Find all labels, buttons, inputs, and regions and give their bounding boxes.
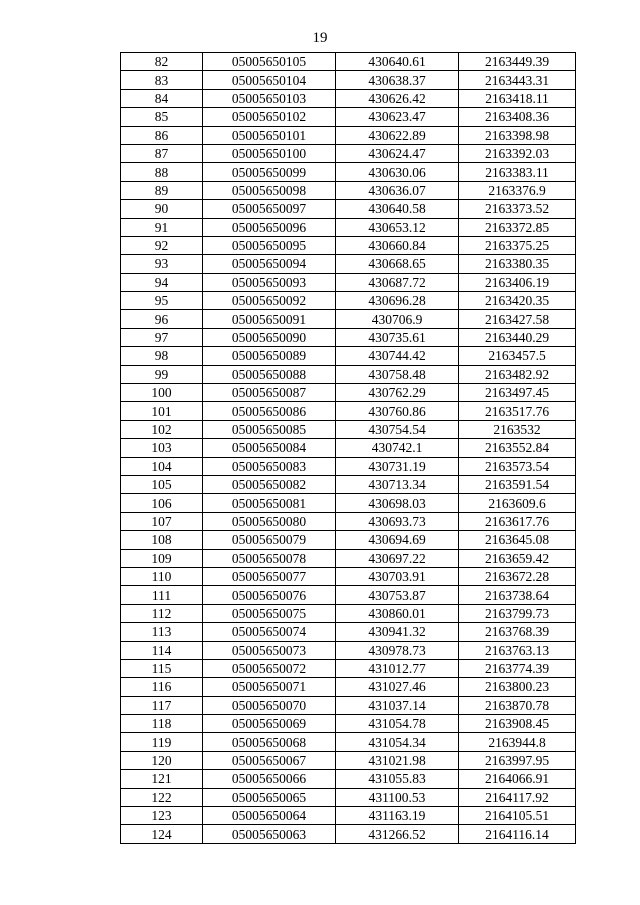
table-row: [121, 255, 576, 273]
x-coordinate-cell: 430653.12: [336, 218, 459, 236]
y-coordinate-cell: 2163573.54: [459, 457, 576, 475]
x-coordinate-cell: 430762.29: [336, 384, 459, 402]
table-row: [121, 420, 576, 438]
y-coordinate-cell: 2164066.91: [459, 770, 576, 788]
point-code-cell: 05005650102: [203, 108, 336, 126]
table-row: [121, 163, 576, 181]
y-coordinate-cell: 2163645.08: [459, 531, 576, 549]
point-code-cell: 05005650087: [203, 384, 336, 402]
point-code-cell: 05005650069: [203, 715, 336, 733]
row-index-cell: 85: [121, 108, 203, 126]
y-coordinate-cell: 2163552.84: [459, 439, 576, 457]
y-coordinate-cell: 2163659.42: [459, 549, 576, 567]
table-row: [121, 71, 576, 89]
y-coordinate-cell: 2163738.64: [459, 586, 576, 604]
y-coordinate-cell: 2163482.92: [459, 365, 576, 383]
point-code-cell: 05005650083: [203, 457, 336, 475]
y-coordinate-cell: 2163768.39: [459, 623, 576, 641]
x-coordinate-cell: 431163.19: [336, 807, 459, 825]
x-coordinate-cell: 430624.47: [336, 144, 459, 162]
row-index-cell: 87: [121, 144, 203, 162]
point-code-cell: 05005650091: [203, 310, 336, 328]
table-row: [121, 402, 576, 420]
table-row: [121, 347, 576, 365]
table-row: [121, 807, 576, 825]
table-row: [121, 144, 576, 162]
point-code-cell: 05005650089: [203, 347, 336, 365]
x-coordinate-cell: 430622.89: [336, 126, 459, 144]
row-index-cell: 107: [121, 512, 203, 530]
y-coordinate-cell: 2163398.98: [459, 126, 576, 144]
point-code-cell: 05005650082: [203, 475, 336, 493]
y-coordinate-cell: 2163373.52: [459, 200, 576, 218]
table-row: [121, 457, 576, 475]
x-coordinate-cell: 430660.84: [336, 236, 459, 254]
x-coordinate-cell: 430941.32: [336, 623, 459, 641]
point-code-cell: 05005650095: [203, 236, 336, 254]
point-code-cell: 05005650080: [203, 512, 336, 530]
point-code-cell: 05005650076: [203, 586, 336, 604]
y-coordinate-cell: 2163532: [459, 420, 576, 438]
x-coordinate-cell: 430754.54: [336, 420, 459, 438]
x-coordinate-cell: 431037.14: [336, 696, 459, 714]
y-coordinate-cell: 2163672.28: [459, 567, 576, 585]
x-coordinate-cell: 430636.07: [336, 181, 459, 199]
x-coordinate-cell: 430735.61: [336, 328, 459, 346]
x-coordinate-cell: 430623.47: [336, 108, 459, 126]
point-code-cell: 05005650098: [203, 181, 336, 199]
point-code-cell: 05005650063: [203, 825, 336, 843]
row-index-cell: 113: [121, 623, 203, 641]
x-coordinate-cell: 431055.83: [336, 770, 459, 788]
row-index-cell: 108: [121, 531, 203, 549]
point-code-cell: 05005650088: [203, 365, 336, 383]
y-coordinate-cell: 2164116.14: [459, 825, 576, 843]
table-body: [121, 53, 576, 844]
table-row: [121, 200, 576, 218]
x-coordinate-cell: 430697.22: [336, 549, 459, 567]
table-row: [121, 384, 576, 402]
y-coordinate-cell: 2163375.25: [459, 236, 576, 254]
row-index-cell: 86: [121, 126, 203, 144]
page-number: 19: [312, 30, 328, 46]
x-coordinate-cell: 431054.78: [336, 715, 459, 733]
row-index-cell: 116: [121, 678, 203, 696]
table-row: [121, 494, 576, 512]
row-index-cell: 112: [121, 604, 203, 622]
point-code-cell: 05005650074: [203, 623, 336, 641]
row-index-cell: 98: [121, 347, 203, 365]
row-index-cell: 111: [121, 586, 203, 604]
point-code-cell: 05005650093: [203, 273, 336, 291]
row-index-cell: 124: [121, 825, 203, 843]
point-code-cell: 05005650064: [203, 807, 336, 825]
table-row: [121, 567, 576, 585]
table-row: [121, 641, 576, 659]
row-index-cell: 110: [121, 567, 203, 585]
y-coordinate-cell: 2163800.23: [459, 678, 576, 696]
table-row: [121, 181, 576, 199]
row-index-cell: 106: [121, 494, 203, 512]
y-coordinate-cell: 2163443.31: [459, 71, 576, 89]
y-coordinate-cell: 2163408.36: [459, 108, 576, 126]
row-index-cell: 100: [121, 384, 203, 402]
row-index-cell: 122: [121, 788, 203, 806]
y-coordinate-cell: 2163392.03: [459, 144, 576, 162]
x-coordinate-cell: 430742.1: [336, 439, 459, 457]
x-coordinate-cell: 430713.34: [336, 475, 459, 493]
point-code-cell: 05005650075: [203, 604, 336, 622]
y-coordinate-cell: 2163420.35: [459, 292, 576, 310]
row-index-cell: 92: [121, 236, 203, 254]
y-coordinate-cell: 2163591.54: [459, 475, 576, 493]
point-code-cell: 05005650101: [203, 126, 336, 144]
point-code-cell: 05005650065: [203, 788, 336, 806]
table-row: [121, 623, 576, 641]
point-code-cell: 05005650096: [203, 218, 336, 236]
table-row: [121, 310, 576, 328]
y-coordinate-cell: 2163763.13: [459, 641, 576, 659]
point-code-cell: 05005650072: [203, 659, 336, 677]
table-row: [121, 475, 576, 493]
table-row: [121, 604, 576, 622]
x-coordinate-cell: 430753.87: [336, 586, 459, 604]
x-coordinate-cell: 430978.73: [336, 641, 459, 659]
y-coordinate-cell: 2163774.39: [459, 659, 576, 677]
row-index-cell: 97: [121, 328, 203, 346]
table-row: [121, 236, 576, 254]
x-coordinate-cell: 430760.86: [336, 402, 459, 420]
row-index-cell: 90: [121, 200, 203, 218]
row-index-cell: 121: [121, 770, 203, 788]
point-code-cell: 05005650103: [203, 89, 336, 107]
y-coordinate-cell: 2163944.8: [459, 733, 576, 751]
row-index-cell: 114: [121, 641, 203, 659]
point-code-cell: 05005650085: [203, 420, 336, 438]
point-code-cell: 05005650104: [203, 71, 336, 89]
table-row: [121, 328, 576, 346]
x-coordinate-cell: 430694.69: [336, 531, 459, 549]
y-coordinate-cell: 2163376.9: [459, 181, 576, 199]
y-coordinate-cell: 2163997.95: [459, 751, 576, 769]
x-coordinate-cell: 431266.52: [336, 825, 459, 843]
point-code-cell: 05005650066: [203, 770, 336, 788]
y-coordinate-cell: 2163517.76: [459, 402, 576, 420]
table-row: [121, 292, 576, 310]
point-code-cell: 05005650067: [203, 751, 336, 769]
point-code-cell: 05005650079: [203, 531, 336, 549]
y-coordinate-cell: 2163440.29: [459, 328, 576, 346]
y-coordinate-cell: 2163380.35: [459, 255, 576, 273]
point-code-cell: 05005650099: [203, 163, 336, 181]
x-coordinate-cell: 430638.37: [336, 71, 459, 89]
table-row: [121, 788, 576, 806]
point-code-cell: 05005650068: [203, 733, 336, 751]
y-coordinate-cell: 2163908.45: [459, 715, 576, 733]
table-row: [121, 678, 576, 696]
point-code-cell: 05005650077: [203, 567, 336, 585]
row-index-cell: 93: [121, 255, 203, 273]
x-coordinate-cell: 430687.72: [336, 273, 459, 291]
row-index-cell: 118: [121, 715, 203, 733]
y-coordinate-cell: 2163870.78: [459, 696, 576, 714]
table-row: [121, 108, 576, 126]
x-coordinate-cell: 430744.42: [336, 347, 459, 365]
y-coordinate-cell: 2163383.11: [459, 163, 576, 181]
point-code-cell: 05005650081: [203, 494, 336, 512]
table-row: [121, 715, 576, 733]
table-row: [121, 439, 576, 457]
row-index-cell: 115: [121, 659, 203, 677]
table-row: [121, 770, 576, 788]
table-row: [121, 733, 576, 751]
x-coordinate-cell: 430703.91: [336, 567, 459, 585]
x-coordinate-cell: 431100.53: [336, 788, 459, 806]
row-index-cell: 104: [121, 457, 203, 475]
row-index-cell: 101: [121, 402, 203, 420]
table-row: [121, 273, 576, 291]
point-code-cell: 05005650071: [203, 678, 336, 696]
x-coordinate-cell: 431027.46: [336, 678, 459, 696]
point-code-cell: 05005650105: [203, 53, 336, 71]
table-row: [121, 365, 576, 383]
table-row: [121, 549, 576, 567]
row-index-cell: 89: [121, 181, 203, 199]
row-index-cell: 105: [121, 475, 203, 493]
row-index-cell: 94: [121, 273, 203, 291]
row-index-cell: 102: [121, 420, 203, 438]
x-coordinate-cell: 431054.34: [336, 733, 459, 751]
row-index-cell: 88: [121, 163, 203, 181]
point-code-cell: 05005650090: [203, 328, 336, 346]
y-coordinate-cell: 2164105.51: [459, 807, 576, 825]
x-coordinate-cell: 430731.19: [336, 457, 459, 475]
row-index-cell: 103: [121, 439, 203, 457]
x-coordinate-cell: 430640.58: [336, 200, 459, 218]
x-coordinate-cell: 430640.61: [336, 53, 459, 71]
y-coordinate-cell: 2164117.92: [459, 788, 576, 806]
x-coordinate-cell: 430706.9: [336, 310, 459, 328]
y-coordinate-cell: 2163457.5: [459, 347, 576, 365]
row-index-cell: 91: [121, 218, 203, 236]
y-coordinate-cell: 2163497.45: [459, 384, 576, 402]
point-code-cell: 05005650070: [203, 696, 336, 714]
y-coordinate-cell: 2163609.6: [459, 494, 576, 512]
table-row: [121, 89, 576, 107]
row-index-cell: 119: [121, 733, 203, 751]
table-row: [121, 696, 576, 714]
x-coordinate-cell: 430860.01: [336, 604, 459, 622]
x-coordinate-cell: 430630.06: [336, 163, 459, 181]
point-code-cell: 05005650084: [203, 439, 336, 457]
table-row: [121, 53, 576, 71]
row-index-cell: 82: [121, 53, 203, 71]
row-index-cell: 83: [121, 71, 203, 89]
x-coordinate-cell: 430626.42: [336, 89, 459, 107]
table-row: [121, 512, 576, 530]
coordinates-table: [120, 52, 576, 844]
y-coordinate-cell: 2163449.39: [459, 53, 576, 71]
x-coordinate-cell: 431012.77: [336, 659, 459, 677]
point-code-cell: 05005650094: [203, 255, 336, 273]
row-index-cell: 84: [121, 89, 203, 107]
x-coordinate-cell: 431021.98: [336, 751, 459, 769]
table-row: [121, 825, 576, 843]
y-coordinate-cell: 2163617.76: [459, 512, 576, 530]
row-index-cell: 99: [121, 365, 203, 383]
table-row: [121, 586, 576, 604]
table-row: [121, 126, 576, 144]
y-coordinate-cell: 2163427.58: [459, 310, 576, 328]
point-code-cell: 05005650086: [203, 402, 336, 420]
point-code-cell: 05005650092: [203, 292, 336, 310]
row-index-cell: 109: [121, 549, 203, 567]
x-coordinate-cell: 430758.48: [336, 365, 459, 383]
table-row: [121, 531, 576, 549]
y-coordinate-cell: 2163372.85: [459, 218, 576, 236]
x-coordinate-cell: 430693.73: [336, 512, 459, 530]
point-code-cell: 05005650078: [203, 549, 336, 567]
table-row: [121, 751, 576, 769]
x-coordinate-cell: 430698.03: [336, 494, 459, 512]
y-coordinate-cell: 2163418.11: [459, 89, 576, 107]
point-code-cell: 05005650073: [203, 641, 336, 659]
point-code-cell: 05005650097: [203, 200, 336, 218]
y-coordinate-cell: 2163799.73: [459, 604, 576, 622]
table-row: [121, 659, 576, 677]
row-index-cell: 123: [121, 807, 203, 825]
row-index-cell: 96: [121, 310, 203, 328]
row-index-cell: 120: [121, 751, 203, 769]
x-coordinate-cell: 430696.28: [336, 292, 459, 310]
row-index-cell: 95: [121, 292, 203, 310]
point-code-cell: 05005650100: [203, 144, 336, 162]
x-coordinate-cell: 430668.65: [336, 255, 459, 273]
row-index-cell: 117: [121, 696, 203, 714]
y-coordinate-cell: 2163406.19: [459, 273, 576, 291]
table-row: [121, 218, 576, 236]
